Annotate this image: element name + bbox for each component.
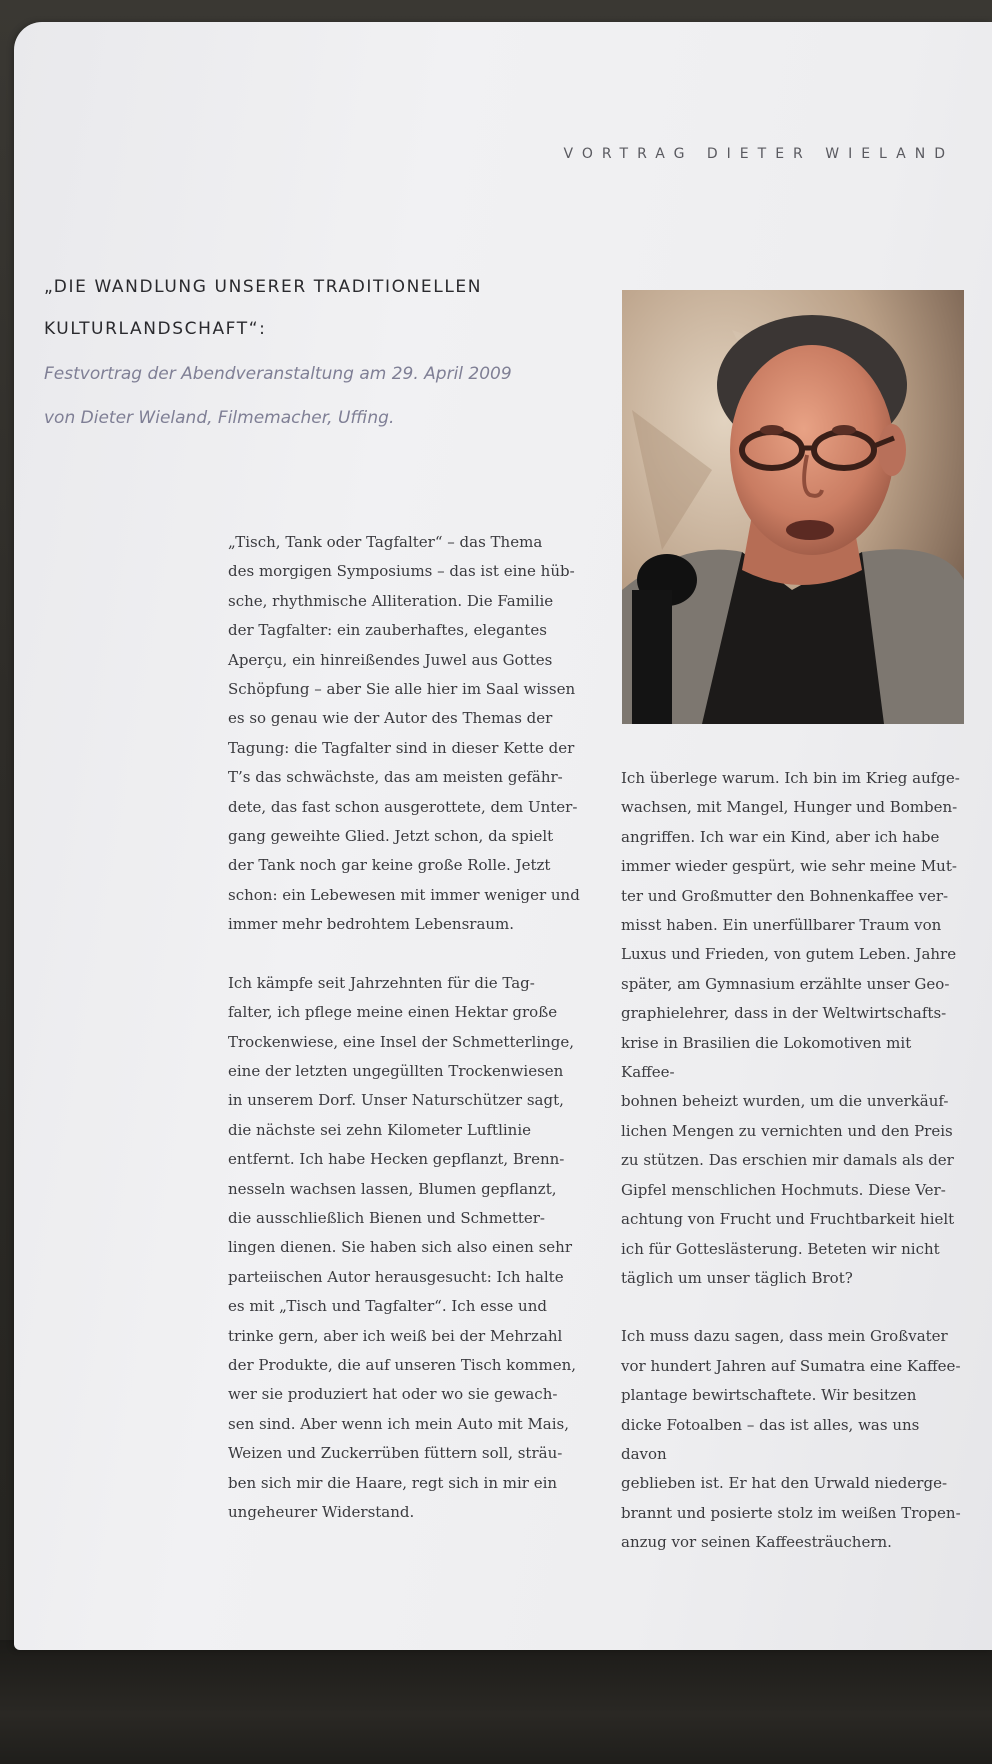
text-column-left <box>228 528 590 1527</box>
text-line: lichen Mengen zu vernichten und den Preis <box>621 1121 953 1140</box>
text-line: ter und Großmutter den Bohnenkaffee ver- <box>621 886 949 905</box>
text-line: Luxus und Frieden, von gutem Leben. Jahre <box>621 945 957 964</box>
paragraph-gap <box>228 940 590 969</box>
text-line: Schöpfung – aber Sie alle hier im Saal wissen <box>228 680 576 699</box>
text-line: ben sich mir die Haare, regt sich in mir ein <box>228 1473 558 1492</box>
text-line: sen sind. Aber wenn ich mein Auto mit Mais, <box>228 1414 570 1433</box>
text-line: Tagung: die Tagfalter sind in dieser Kette der <box>228 738 575 757</box>
title-line-2: KULTURLANDSCHAFT“: <box>44 319 267 339</box>
subtitle-line-1: Festvortrag der Abendveranstaltung am 29. April 2009 <box>44 364 512 384</box>
text-line: der Tagfalter: ein zauberhaftes, elegantes <box>228 621 547 640</box>
text-line: wer sie produziert hat oder wo sie gewach- <box>228 1385 558 1404</box>
text-line: die nächste sei zehn Kilometer Luftlinie <box>228 1120 531 1139</box>
text-line: geblieben ist. Er hat den Urwald niederge- <box>621 1474 948 1493</box>
text-line: der Produkte, die auf unseren Tisch kommen, <box>228 1355 577 1374</box>
text-line: vor hundert Jahren auf Sumatra eine Kaffee- <box>621 1356 961 1375</box>
text-line: später, am Gymnasium erzählte unser Geo- <box>621 974 950 993</box>
text-line: graphielehrer, dass in der Weltwirtschafts- <box>621 1004 947 1023</box>
text-line: wachsen, mit Mangel, Hunger und Bomben- <box>621 798 958 817</box>
subtitle-line-2: von Dieter Wieland, Filmemacher, Uffing. <box>44 408 395 428</box>
paragraph <box>621 764 969 1293</box>
text-line: falter, ich pflege meine einen Hektar große <box>228 1003 558 1022</box>
text-line: des morgigen Symposiums – das ist eine hüb- <box>228 562 575 581</box>
title-line-1: „DIE WANDLUNG UNSERER TRADITIONELLEN <box>44 277 483 297</box>
text-line: Aperçu, ein hinreißendes Juwel aus Gottes <box>228 650 553 669</box>
text-line: misst haben. Ein unerfüllbarer Traum von <box>621 916 942 935</box>
article-subtitle <box>44 352 564 440</box>
text-column-right <box>621 764 969 1558</box>
running-head: VORTRAG DIETER WIELAND <box>563 146 954 162</box>
text-line: Gipfel menschlichen Hochmuts. Diese Ver- <box>621 1180 946 1199</box>
text-line: eine der letzten ungegüllten Trockenwiesen <box>228 1061 564 1080</box>
text-line: die ausschließlich Bienen und Schmetter- <box>228 1208 545 1227</box>
text-line: achtung von Frucht und Fruchtbarkeit hielt <box>621 1210 955 1229</box>
text-line: brannt und posierte stolz im weißen Tropen- <box>621 1503 961 1522</box>
text-line: in unserem Dorf. Unser Naturschützer sagt, <box>228 1091 564 1110</box>
text-line: bohnen beheizt wurden, um die unverkäuf- <box>621 1092 949 1111</box>
text-line: plantage bewirtschaftete. Wir besitzen <box>621 1386 917 1405</box>
text-line: entfernt. Ich habe Hecken gepflanzt, Brenn- <box>228 1150 565 1169</box>
text-line: trinke gern, aber ich weiß bei der Mehrzahl <box>228 1326 563 1345</box>
text-line: lingen dienen. Sie haben sich also einen sehr <box>228 1238 573 1257</box>
text-line: dete, das fast schon ausgerottete, dem Unter- <box>228 797 578 816</box>
text-line: immer mehr bedrohtem Lebensraum. <box>228 915 515 934</box>
paragraph-gap <box>621 1293 969 1322</box>
text-line: schon: ein Lebewesen mit immer weniger und <box>228 885 580 904</box>
text-line: ungeheurer Widerstand. <box>228 1503 415 1521</box>
text-line: anzug vor seinen Kaffeesträuchern. <box>621 1533 892 1552</box>
text-line: krise in Brasilien die Lokomotiven mit Kaffee- <box>621 1033 912 1082</box>
article-title <box>44 266 564 350</box>
text-line: Weizen und Zuckerrüben füttern soll, sträu- <box>228 1444 563 1463</box>
text-line: T’s das schwächste, das am meisten gefähr- <box>228 768 563 787</box>
text-line: immer wieder gespürt, wie sehr meine Mut- <box>621 857 957 876</box>
speaker-photo <box>622 290 964 724</box>
text-line: ich für Gotteslästerung. Beteten wir nicht <box>621 1239 940 1258</box>
text-line: Ich muss dazu sagen, dass mein Großvater <box>621 1327 948 1346</box>
text-line: es so genau wie der Autor des Themas der <box>228 709 553 728</box>
text-line: dicke Fotoalben – das ist alles, was uns davon <box>621 1415 920 1463</box>
text-line: Ich überlege warum. Ich bin im Krieg aufge- <box>621 769 960 787</box>
text-line: zu stützen. Das erschien mir damals als der <box>621 1151 954 1170</box>
text-line: nesseln wachsen lassen, Blumen gepflanzt, <box>228 1179 557 1198</box>
paragraph <box>228 969 590 1528</box>
text-line: angriffen. Ich war ein Kind, aber ich habe <box>621 827 940 846</box>
text-line: gang geweihte Glied. Jetzt schon, da spielt <box>228 827 554 846</box>
text-line: Trockenwiese, eine Insel der Schmetterlinge, <box>228 1032 575 1051</box>
text-line: Ich kämpfe seit Jahrzehnten für die Tag- <box>228 973 535 992</box>
text-line: sche, rhythmische Alliteration. Die Familie <box>228 591 554 610</box>
text-line: es mit „Tisch und Tagfalter“. Ich esse und <box>228 1297 547 1316</box>
text-line: parteiischen Autor herausgesucht: Ich halte <box>228 1267 564 1286</box>
table-edge <box>0 1640 992 1764</box>
speaker-portrait-illustration <box>622 290 964 724</box>
text-line: täglich um unser täglich Brot? <box>621 1268 853 1287</box>
paragraph <box>228 528 590 940</box>
text-line: „Tisch, Tank oder Tagfalter“ – das Thema <box>228 533 543 551</box>
text-line: der Tank noch gar keine große Rolle. Jetzt <box>228 856 551 875</box>
paragraph <box>621 1322 969 1557</box>
